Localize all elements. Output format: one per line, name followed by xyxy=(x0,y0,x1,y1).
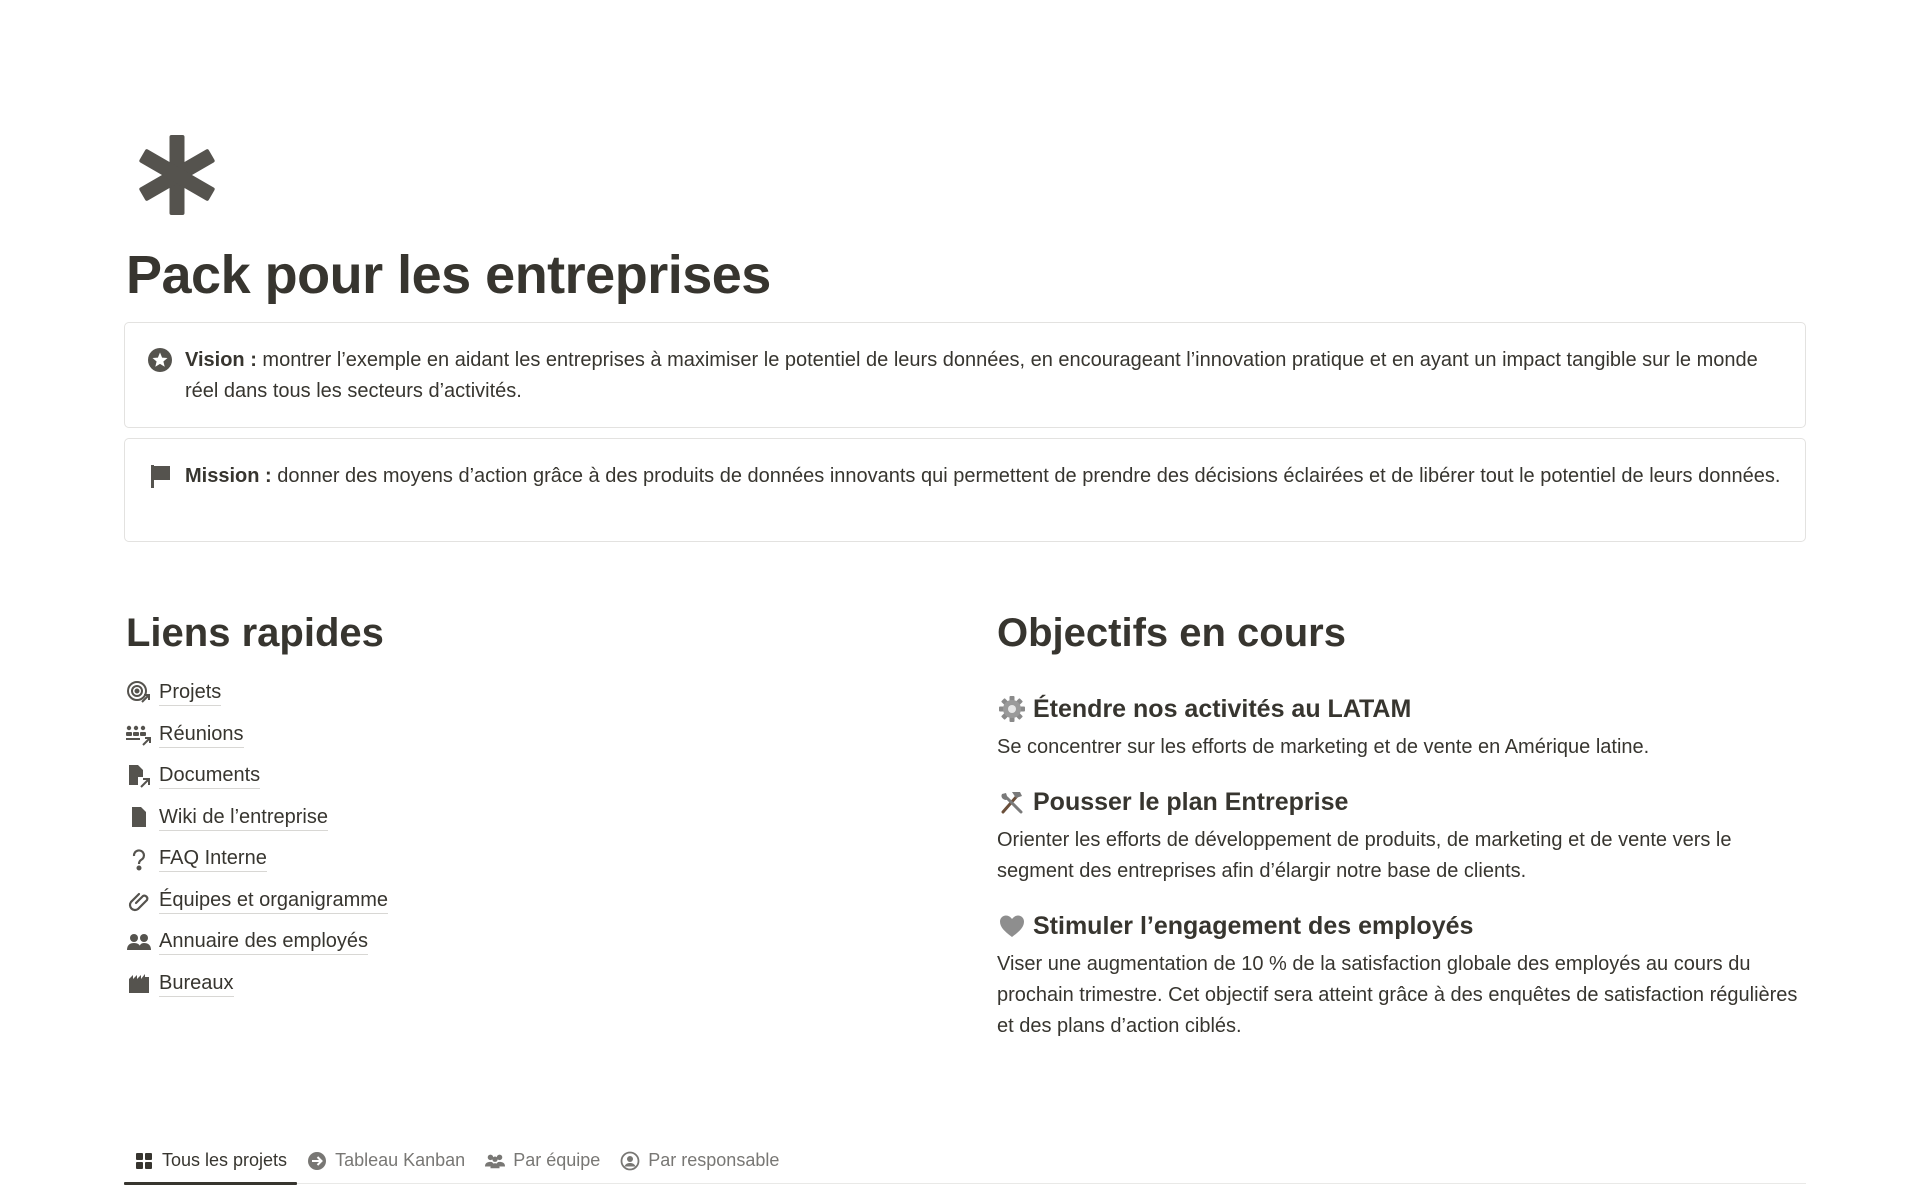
tab-label: Tableau Kanban xyxy=(335,1150,466,1170)
tab-tableau-kanban[interactable] xyxy=(297,1138,475,1184)
arrow-circle-icon xyxy=(307,1151,327,1171)
link-faq[interactable] xyxy=(124,838,824,880)
goals-heading: Objectifs en cours xyxy=(997,611,1346,655)
link-label[interactable]: Bureaux xyxy=(159,970,234,997)
link-label[interactable]: Équipes et organigramme xyxy=(159,887,388,914)
database-view-tabs xyxy=(124,1138,1806,1184)
goal-item[interactable] xyxy=(997,785,1807,887)
gear-icon xyxy=(997,694,1027,724)
building-icon xyxy=(124,968,154,998)
link-annuaire[interactable] xyxy=(124,921,824,963)
people-icon xyxy=(485,1151,505,1171)
paperclip-icon xyxy=(124,885,154,915)
link-reunions[interactable] xyxy=(124,714,824,756)
tab-label: Tous les projets xyxy=(162,1150,288,1170)
flag-icon xyxy=(145,461,175,491)
link-label[interactable]: Annuaire des employés xyxy=(159,928,368,955)
tab-tous-les-projets[interactable] xyxy=(124,1138,297,1184)
tab-par-equipe[interactable] xyxy=(475,1138,610,1184)
grid-icon xyxy=(134,1151,154,1171)
vision-text xyxy=(185,345,1781,407)
heart-icon xyxy=(997,911,1027,941)
person-circle-icon xyxy=(620,1151,640,1171)
people-icon xyxy=(124,927,154,957)
target-link-icon xyxy=(124,678,154,708)
quick-links-list xyxy=(124,672,824,1004)
link-label[interactable]: FAQ Interne xyxy=(159,845,267,872)
people-link-icon xyxy=(124,719,154,749)
goal-item[interactable] xyxy=(997,909,1807,1042)
link-documents[interactable] xyxy=(124,755,824,797)
documents-link-icon xyxy=(124,761,154,791)
link-wiki[interactable] xyxy=(124,797,824,839)
goal-title-text: Stimuler l’engagement des employés xyxy=(1033,912,1474,940)
goals-list xyxy=(997,692,1807,1064)
goal-description: Viser une augmentation de 10 % de la satisfaction globale des employés au cours du prochain trimestre. Cet objectif sera atteint grâce à des enquêtes de satisfaction régulières et des plans d’action ciblés. xyxy=(997,953,1798,1037)
mission-text xyxy=(185,461,1781,492)
vision-body: montrer l’exemple en aidant les entreprises à maximiser le potentiel de leurs données, en encourageant l’innovation pratique et en ayant un impact tangible sur le monde réel dans tous les secteurs d’activités. xyxy=(185,349,1758,402)
link-equipes[interactable] xyxy=(124,880,824,922)
goal-title xyxy=(997,909,1807,943)
mission-label: Mission : xyxy=(185,465,272,487)
goal-title xyxy=(997,785,1807,819)
star-circle-icon xyxy=(145,345,175,375)
quick-links-heading: Liens rapides xyxy=(126,611,384,655)
vision-callout[interactable] xyxy=(124,322,1806,428)
goal-title-text: Pousser le plan Entreprise xyxy=(1033,788,1349,816)
link-label[interactable]: Réunions xyxy=(159,721,244,748)
link-label[interactable]: Wiki de l’entreprise xyxy=(159,804,328,831)
link-label[interactable]: Projets xyxy=(159,679,221,706)
tab-label: Par équipe xyxy=(513,1150,601,1170)
goal-description: Se concentrer sur les efforts de marketing et de vente en Amérique latine. xyxy=(997,736,1650,758)
vision-label: Vision : xyxy=(185,349,257,371)
asterisk-icon[interactable] xyxy=(134,132,220,218)
question-icon xyxy=(124,844,154,874)
link-bureaux[interactable] xyxy=(124,963,824,1005)
goal-item[interactable] xyxy=(997,692,1807,763)
goal-title-text: Étendre nos activités au LATAM xyxy=(1033,695,1412,723)
link-projets[interactable] xyxy=(124,672,824,714)
mission-callout[interactable] xyxy=(124,438,1806,542)
page-title[interactable]: Pack pour les entreprises xyxy=(126,245,771,305)
link-label[interactable]: Documents xyxy=(159,762,260,789)
document-icon xyxy=(124,802,154,832)
goal-description: Orienter les efforts de développement de produits, de marketing et de vente vers le segment des entreprises afin d’élargir notre base de clients. xyxy=(997,829,1732,882)
goal-title xyxy=(997,692,1807,726)
mission-body: donner des moyens d’action grâce à des produits de données innovants qui permettent de prendre des décisions éclairées et de libérer tout le potentiel de leurs données. xyxy=(271,465,1781,487)
tab-par-responsable[interactable] xyxy=(610,1138,789,1184)
tab-label: Par responsable xyxy=(648,1150,780,1170)
tools-icon xyxy=(997,787,1027,817)
